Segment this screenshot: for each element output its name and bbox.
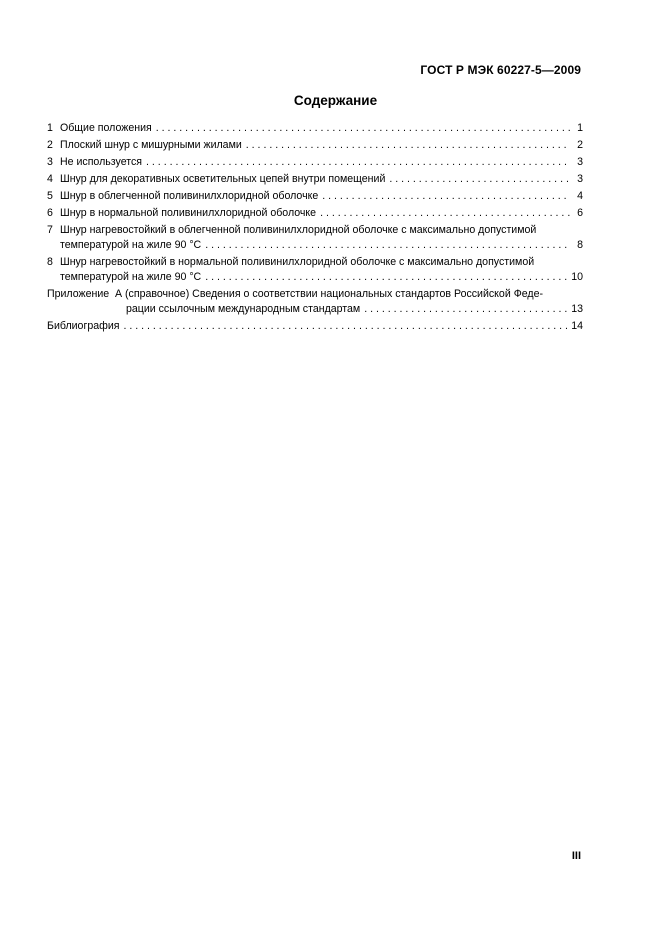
toc-number: 5: [47, 190, 53, 202]
toc-text: Общие положения: [60, 122, 152, 134]
toc-text: Шнур в нормальной поливинилхлоридной оболочке: [60, 207, 317, 219]
toc-text-line1: Приложение А (справочное) Сведения о соответствии национальных стандартов Российской Феде-: [47, 288, 544, 300]
toc-page: 1: [577, 122, 583, 134]
toc-text-line2: рации ссылочным международным стандартам: [126, 303, 361, 315]
toc-entry-appendix-a[interactable]: [47, 287, 583, 317]
toc-page: 6: [577, 207, 583, 219]
toc-entry-2[interactable]: [47, 138, 583, 153]
page-title: Содержание: [293, 93, 378, 108]
leader-dots: [156, 121, 570, 136]
toc-entry-bibliography[interactable]: [47, 319, 583, 334]
leader-dots: [146, 155, 570, 170]
toc-number: 7: [47, 224, 53, 236]
toc-page: 8: [577, 239, 583, 251]
toc-entry-7[interactable]: [47, 223, 583, 253]
leader-dots: [205, 270, 568, 285]
table-of-contents: [47, 121, 583, 336]
toc-page: 2: [577, 139, 583, 151]
toc-number: 6: [47, 207, 53, 219]
toc-number: 8: [47, 256, 53, 268]
toc-text-line1: Шнур нагревостойкий в нормальной поливинилхлоридной оболочке с максимально допустимой: [60, 256, 535, 268]
toc-text: Плоский шнур с мишурными жилами: [60, 139, 242, 151]
toc-number: 2: [47, 139, 53, 151]
toc-entry-5[interactable]: [47, 189, 583, 204]
toc-page: 14: [571, 320, 583, 332]
leader-dots: [322, 189, 570, 204]
toc-page: 3: [577, 156, 583, 168]
toc-text: Библиография: [47, 320, 120, 332]
document-code: ГОСТ Р МЭК 60227-5—2009: [420, 63, 581, 77]
leader-dots: [364, 302, 568, 317]
toc-text-line1: Шнур нагревостойкий в облегченной поливинилхлоридной оболочке с максимально допустимой: [60, 224, 537, 236]
toc-text: Шнур в облегченной поливинилхлоридной оболочке: [60, 190, 319, 202]
toc-text: Не используется: [60, 156, 143, 168]
toc-entry-6[interactable]: [47, 206, 583, 221]
leader-dots: [320, 206, 570, 221]
toc-text-line2: температурой на жиле 90 °С: [60, 239, 202, 251]
toc-number: 1: [47, 122, 53, 134]
toc-entry-8[interactable]: [47, 255, 583, 285]
toc-entry-3[interactable]: [47, 155, 583, 170]
toc-page: 4: [577, 190, 583, 202]
toc-page: 3: [577, 173, 583, 185]
leader-dots: [246, 138, 570, 153]
toc-page: 10: [571, 271, 583, 283]
toc-number: 3: [47, 156, 53, 168]
toc-text: Шнур для декоративных осветительных цепей внутри помещений: [60, 173, 386, 185]
toc-entry-1[interactable]: [47, 121, 583, 136]
leader-dots: [205, 238, 570, 253]
toc-entry-4[interactable]: [47, 172, 583, 187]
toc-text-line2: температурой на жиле 90 °С: [60, 271, 202, 283]
leader-dots: [123, 319, 568, 334]
leader-dots: [389, 172, 570, 187]
page-number: III: [571, 850, 581, 862]
toc-page: 13: [571, 303, 583, 315]
toc-number: 4: [47, 173, 53, 185]
